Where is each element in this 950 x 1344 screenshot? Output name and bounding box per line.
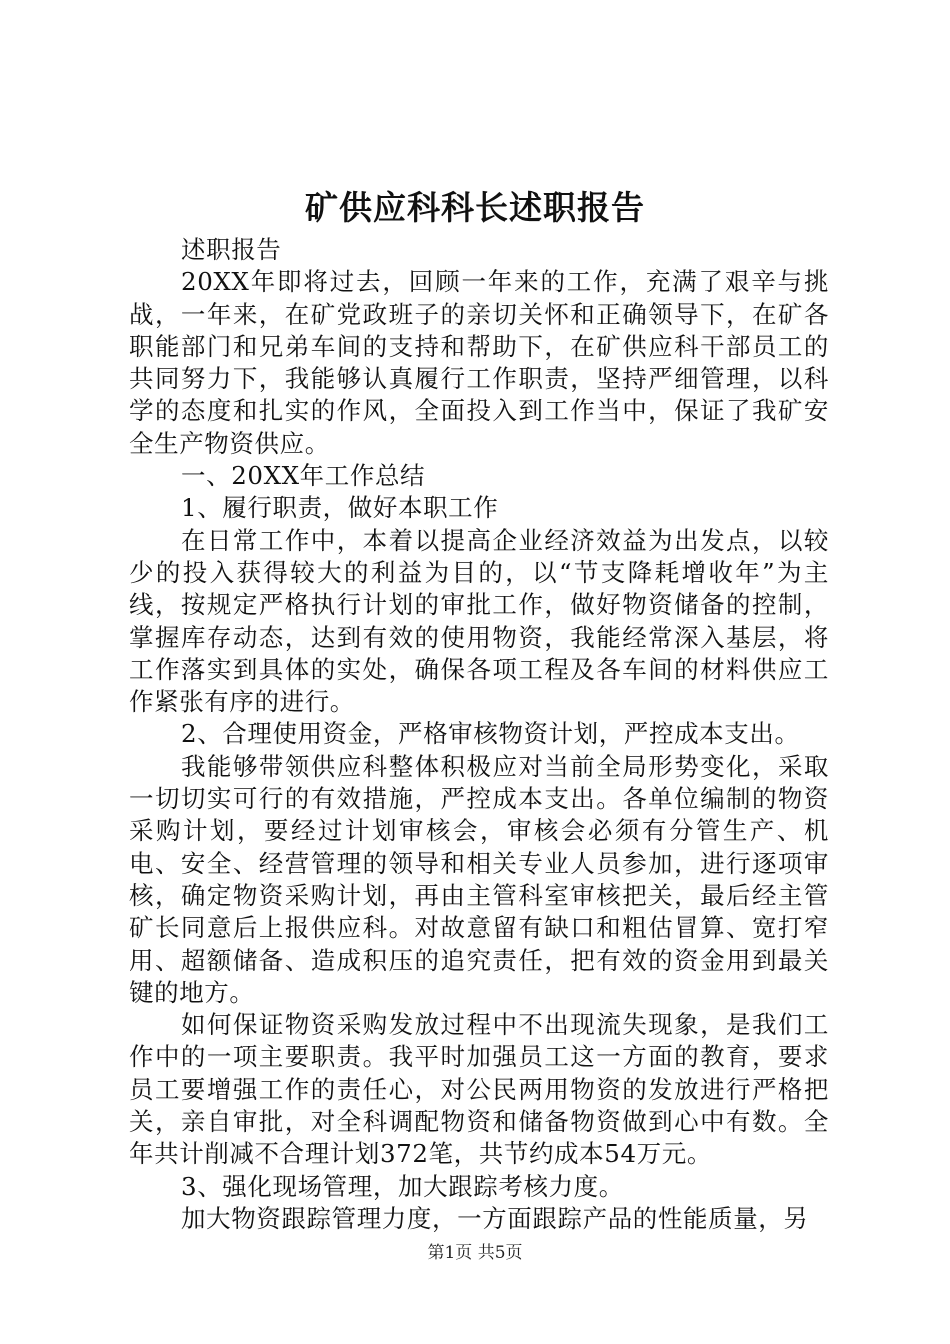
paragraph: 20XX年即将过去，回顾一年来的工作，充满了艰辛与挑战，一年来，在矿党政班子的亲切关怀和正确领导下，在矿各职能部门和兄弟车间的支持和帮助下，在矿供应科干部员工的共同努力下，我能够认真履行工作职责，坚持严细管理，以科学的态度和扎实的作风，全面投入到工作当中，保证了我矿安全生产物资供应。 <box>129 267 829 458</box>
subsection-heading: 2、合理使用资金，严格审核物资计划，严控成本支出。 <box>181 719 800 749</box>
paragraph: 如何保证物资采购发放过程中不出现流失现象，是我们工作中的一项主要职责。我平时加强员工这一方面的教育，要求员工要增强工作的责任心，对公民两用物资的发放进行严格把关，亲自审批，对全科调配物资和储备物资做到心中有数。全年共计削减不合理计划372笔，共节约成本54万元。 <box>129 1010 829 1169</box>
page-number-footer: 第1页 共5页 <box>427 1243 523 1263</box>
paragraph: 我能够带领供应科整体积极应对当前全局形势变化，采取一切切实可行的有效措施，严控成本支出。各单位编制的物资采购计划，要经过计划审核会，审核会必须有分管生产、机电、安全、经营管理的领导和相关专业人员参加，进行逐项审核，确定物资采购计划，再由主管科室审核把关，最后经主管矿长同意后上报供应科。对故意留有缺口和粗估冒算、宽打窄用、超额储备、造成积压的追究责任，把有效的资金用到最关键的地方。 <box>129 751 829 1007</box>
paragraph: 述职报告 <box>181 235 282 264</box>
paragraph: 加大物资跟踪管理力度，一方面跟踪产品的性能质量，另 <box>181 1203 809 1233</box>
subsection-heading: 1、履行职责，做好本职工作 <box>181 493 499 523</box>
document-title: 矿供应科科长述职报告 <box>305 188 645 227</box>
section-heading: 一、20XX年工作总结 <box>181 461 426 491</box>
document-body <box>129 234 829 1235</box>
subsection-heading: 3、强化现场管理，加大跟踪考核力度。 <box>181 1171 624 1201</box>
paragraph: 在日常工作中，本着以提高企业经济效益为出发点，以较少的投入获得较大的利益为目的，以“节支降耗增收年”为主线，按规定严格执行计划的审批工作，做好物资储备的控制，掌握库存动态，达到有效的使用物资，我能经常深入基层，将工作落实到具体的实处，确保各项工程及各车间的材料供应工作紧张有序的进行。 <box>129 525 829 717</box>
